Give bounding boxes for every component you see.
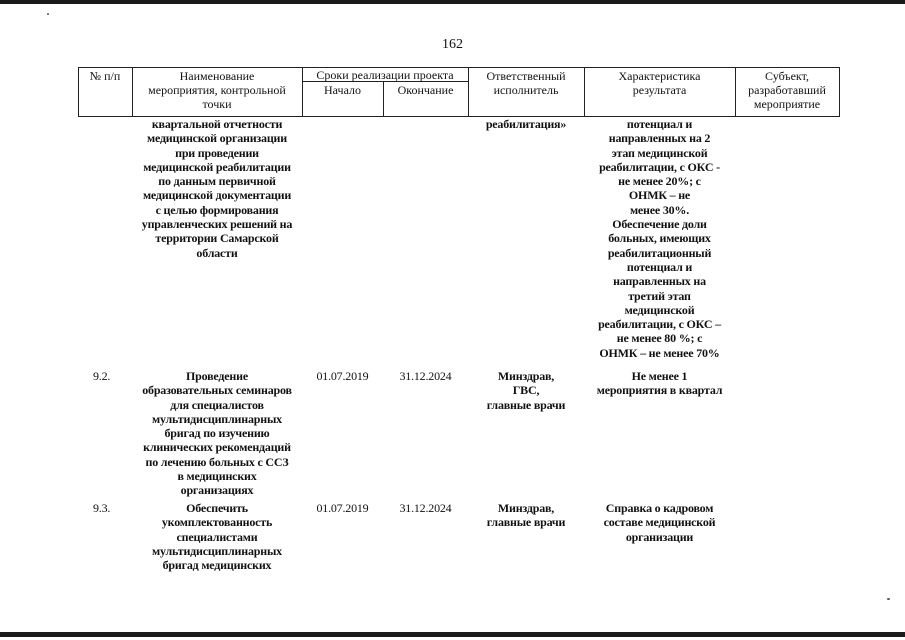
page-number: 162 bbox=[442, 37, 463, 52]
scan-top-border bbox=[0, 0, 905, 4]
continuation-responsible: реабилитация» bbox=[485, 117, 567, 131]
header-col-line bbox=[839, 67, 840, 117]
scan-speck bbox=[887, 598, 890, 600]
row-name: Проведение образовательных семинаров для специалистов мультидисциплинарных бригад по изучению клинических рекомендаций по лечению больных с ССЗ в медицинских организациях bbox=[142, 369, 292, 498]
row-end: 31.12.2024 bbox=[399, 369, 452, 383]
row-start: 01.07.2019 bbox=[316, 501, 369, 515]
header-num: № п/п bbox=[89, 69, 121, 83]
row-number: 9.3. bbox=[93, 501, 111, 515]
scan-bottom-border bbox=[0, 632, 905, 637]
row-responsible: Минздрав, главные врачи bbox=[486, 501, 566, 530]
header-result: Характеристика результата bbox=[618, 69, 701, 97]
row-name: Обеспечить укомплектованность специалистами мультидисциплинарных бригад медицинских bbox=[152, 501, 282, 573]
row-result: Справка о кадровом составе медицинской организации bbox=[603, 501, 716, 544]
row-number: 9.2. bbox=[93, 369, 111, 383]
header-terms: Сроки реализации проекта bbox=[316, 68, 454, 82]
continuation-result: потенциал и направленных на 2 этап медицинской реабилитации, с ОКС - не менее 20%; с ОНМК – не менее 30%. Обеспечение доли больных, имеющих реабилитационный потенциал и направленных на третий этап медицинской реабилитации, с ОКС – не менее 80 %; с ОНМК – не менее 70% bbox=[598, 117, 721, 360]
scan-speck bbox=[47, 13, 49, 15]
header-name: Наименование мероприятия, контрольной точки bbox=[148, 69, 286, 111]
row-responsible: Минздрав, ГВС, главные врачи bbox=[486, 369, 566, 412]
row-result: Не менее 1 мероприятия в квартал bbox=[596, 369, 723, 398]
header-responsible: Ответственный исполнитель bbox=[486, 69, 566, 97]
header-end: Окончание bbox=[397, 83, 454, 97]
row-start: 01.07.2019 bbox=[316, 369, 369, 383]
row-end: 31.12.2024 bbox=[399, 501, 452, 515]
header-subject: Субъект, разработавший мероприятие bbox=[748, 69, 826, 111]
continuation-name: квартальной отчетности медицинской организации при проведении медицинской реабилитации по данным первичной медицинской документации с целью формирования управленческих решений на территории Самарской области bbox=[141, 117, 293, 260]
header-start: Начало bbox=[324, 83, 361, 97]
